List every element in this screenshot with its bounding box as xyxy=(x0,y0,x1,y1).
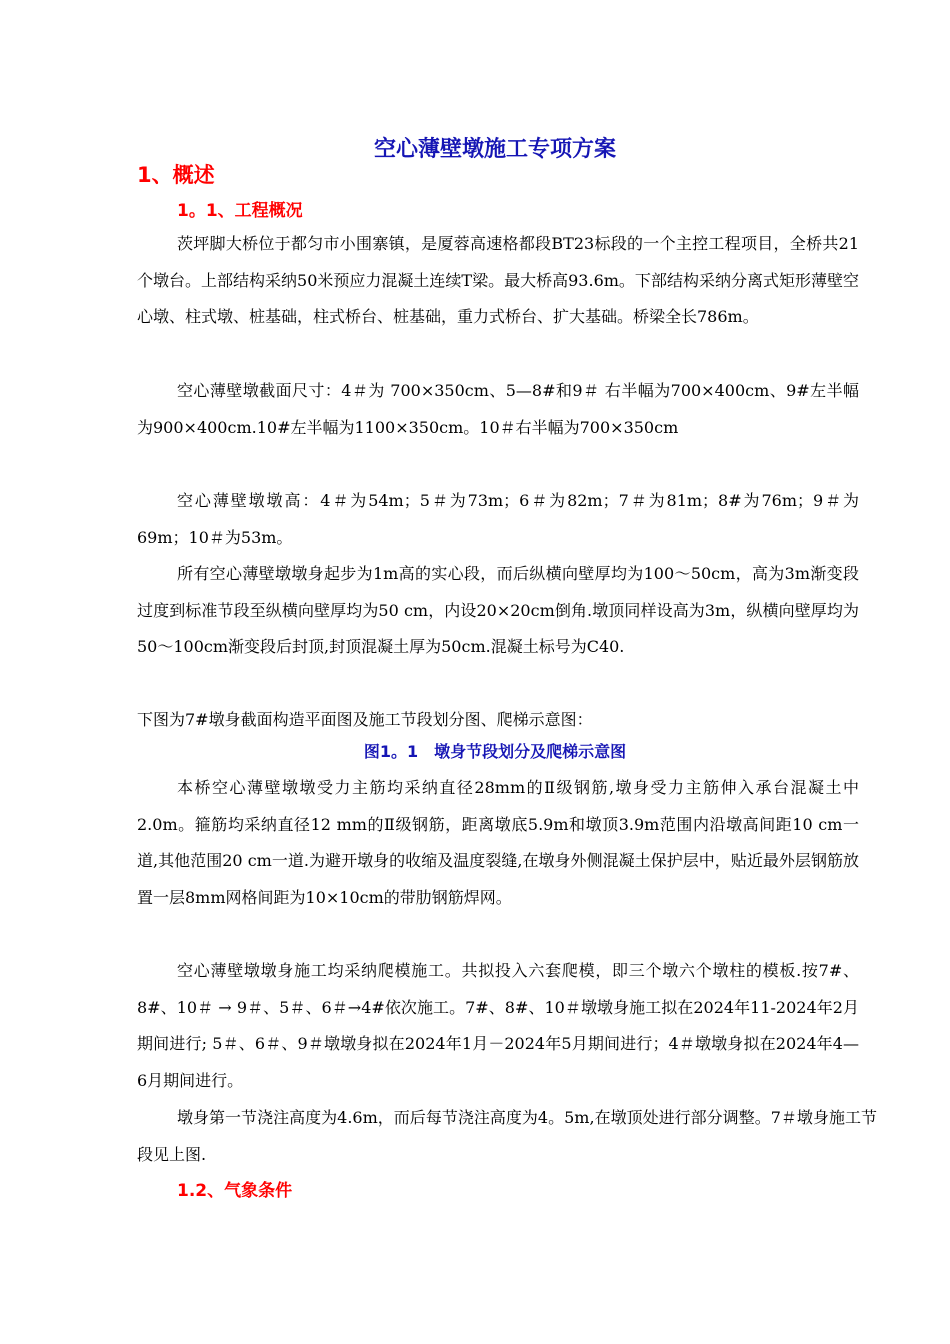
paragraph-pier-heights: 空心薄壁墩墩高：4＃为54m；5＃为73m；6＃为82m；7＃为81m；8#为76m；9＃为69m；10＃为53m。 xyxy=(137,491,859,547)
subsection-heading-project-overview: 1。1、工程概况 xyxy=(177,201,303,221)
paragraph-wall-thickness: 所有空心薄壁墩墩身起步为1m高的实心段，而后纵横向壁厚均为100～50cm，高为3m渐变段过度到标准节段至纵横向壁厚均为50 cm，内设20×20cm倒角.墩顶同样设高为3m，纵横向壁厚均为50～100cm渐变段后封顶,封顶混凝土厚为50cm.混凝土标号为C40. xyxy=(137,564,859,656)
paragraph-climbing-formwork: 空心薄壁墩墩身施工均采纳爬模施工。共拟投入六套爬模，即三个墩六个墩柱的模板.按7#、8#、10＃ → 9＃、5＃、6＃→4#依次施工。7#、8#、10＃墩墩身施工拟在2024年11-2024年2月期间进行; 5＃、6＃、9＃墩墩身拟在2024年1月－2024年5月期间进行；4＃墩墩身拟在2024年4—6月期间进行。 xyxy=(137,961,859,1090)
document-title: 空心薄壁墩施工专项方案 xyxy=(373,137,616,162)
figure-caption: 图1。1 墩身节段划分及爬梯示意图 xyxy=(363,742,627,761)
paragraph-figure-intro: 下图为7#墩身截面构造平面图及施工节段划分图、爬梯示意图： xyxy=(137,710,593,729)
paragraph-bridge-overview: 茨坪脚大桥位于都匀市小围寨镇，是厦蓉高速格都段BT23标段的一个主控工程项目，全桥共21个墩台。上部结构采纳50米预应力混凝土连续T梁。最大桥高93.6m。下部结构采纳分离式矩形薄壁空心墩、柱式墩、桩基础，柱式桥台、桩基础，重力式桥台、扩大基础。桥梁全长786m。 xyxy=(137,234,859,326)
paragraph-section-dimensions: 空心薄壁墩截面尺寸：4＃为 700×350cm、5—8#和9＃ 右半幅为700×400cm、9#左半幅为900×400cm.10#左半幅为1100×350cm。10＃右半幅为700×350cm xyxy=(137,381,859,437)
subsection-heading-weather: 1.2、气象条件 xyxy=(177,1181,293,1201)
paragraph-pour-height: 墩身第一节浇注高度为4.6m，而后每节浇注高度为4。5m,在墩顶处进行部分调整。7＃墩身施工节段见上图. xyxy=(137,1108,877,1164)
paragraph-reinforcement: 本桥空心薄壁墩墩受力主筋均采纳直径28mm的Ⅱ级钢筋,墩身受力主筋伸入承台混凝土中2.0m。箍筋均采纳直径12 mm的Ⅱ级钢筋，距离墩底5.9m和墩顶3.9m范围内沿墩高间距10 cm一道,其他范围20 cm一道.为避开墩身的收缩及温度裂缝,在墩身外侧混凝土保护层中，贴近最外层钢筋放置一层8mm网格间距为10×10cm的带肋钢筋焊网。 xyxy=(137,778,859,907)
section-heading-overview: 1、概述 xyxy=(137,163,215,187)
